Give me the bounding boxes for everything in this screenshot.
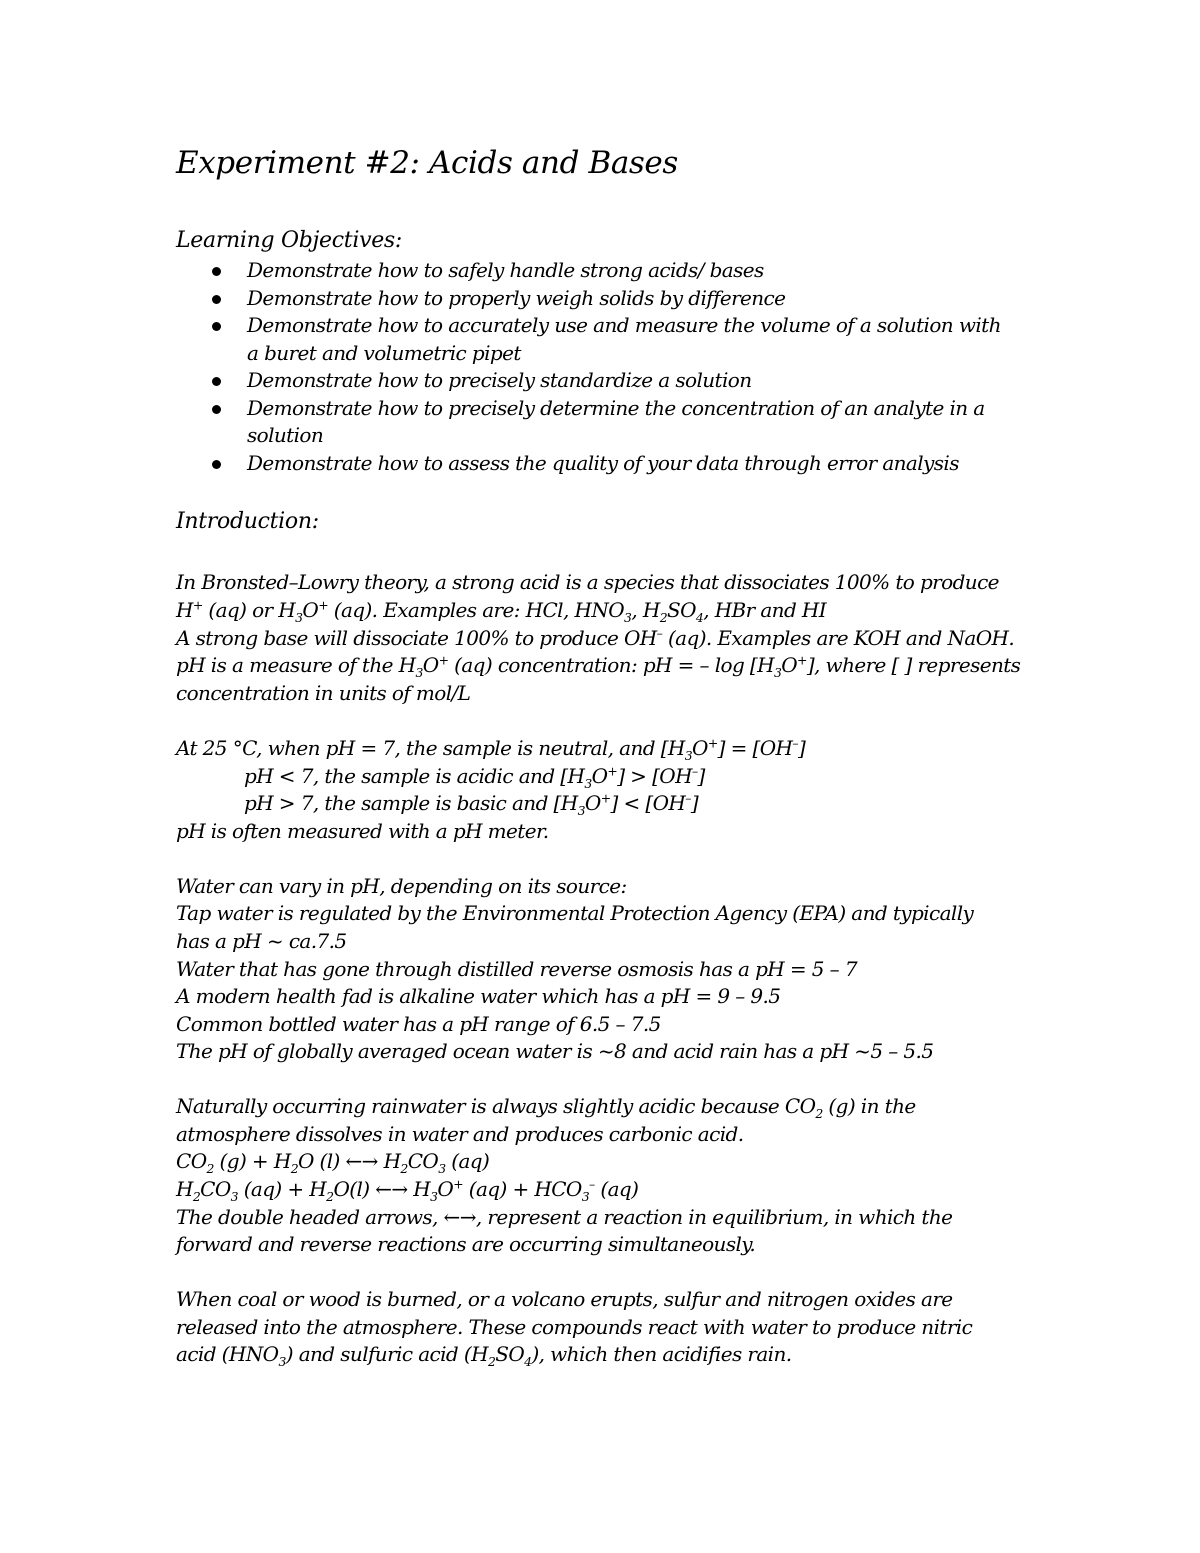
text-line: pH is often measured with a pH meter. [176, 819, 549, 843]
list-item: Demonstrate how to properly weigh solids by difference [247, 286, 786, 310]
list-item: Demonstrate how to precisely standardize a solution [247, 368, 752, 392]
text-line: Naturally occurring rainwater is always slightly acidic because $CO_2$ (g) in the [176, 1094, 916, 1121]
list-item: Demonstrate how to accurately use and measure the volume of a solution with [247, 313, 1001, 337]
text-line: Water can vary in pH, depending on its source: [176, 874, 627, 898]
bullet-icon [212, 405, 221, 414]
text-line: pH is a measure of the $H_3O^+$ (aq) concentration: pH = – $\log [H_3O^+]$, where [ ] represents [176, 652, 1021, 680]
text-line: pH > 7, the sample is basic and $[H_3O^+] < [OH^-]$ [244, 790, 699, 818]
list-item: Demonstrate how to safely handle strong acids/ bases [247, 258, 764, 282]
text-line: pH < 7, the sample is acidic and $[H_3O^+] > [OH^-]$ [244, 763, 705, 791]
text-line: atmosphere dissolves in water and produces carbonic acid. [176, 1122, 744, 1146]
text-line: Tap water is regulated by the Environmental Protection Agency (EPA) and typically [176, 901, 974, 925]
bullet-icon [212, 267, 221, 276]
text-line: Water that has gone through distilled reverse osmosis has a pH = 5 – 7 [176, 957, 857, 981]
text-line: released into the atmosphere. These compounds react with water to produce nitric [176, 1315, 973, 1339]
equation-line: $H_2CO_3$ $(aq) + H_2O(l)$ ←→ $H_3O^+$ $(aq) + HCO_3^-$ (aq) [176, 1176, 639, 1204]
text-line: The double headed arrows, ←→, represent a reaction in equilibrium, in which the [176, 1205, 953, 1229]
objectives-heading: Learning Objectives: [176, 228, 403, 253]
list-item-continuation: a buret and volumetric pipet [247, 341, 521, 365]
text-line: In Bronsted–Lowry theory, a strong acid is a species that dissociates 100% to produce [176, 570, 999, 594]
bullet-icon [212, 377, 221, 386]
text-line: A strong base will dissociate 100% to produce OH– (aq). Examples are KOH and NaOH. [176, 625, 1015, 650]
list-item: Demonstrate how to precisely determine the concentration of an analyte in a [247, 396, 985, 420]
bullet-icon [212, 295, 221, 304]
text-line: The pH of globally averaged ocean water is ~8 and acid rain has a pH ~5 – 5.5 [176, 1039, 934, 1063]
list-item: Demonstrate how to assess the quality of your data through error analysis [247, 451, 959, 475]
text-line: Common bottled water has a pH range of 6.5 – 7.5 [176, 1012, 661, 1036]
text-line: When coal or wood is burned, or a volcano erupts, sulfur and nitrogen oxides are [176, 1287, 953, 1311]
text-line: H+ (aq) or $H_3O^+$ (aq). Examples are: HCl, $HNO_3$, $H_2SO_4$, HBr and HI [176, 597, 827, 625]
text-line: At 25 °C, when pH = 7, the sample is neutral, and $[H_3O^+] = [OH^-]$ [176, 735, 806, 763]
text-line: has a pH ~ ca.7.5 [176, 929, 347, 953]
list-item-continuation: solution [247, 423, 324, 447]
introduction-heading: Introduction: [176, 509, 319, 534]
equation-line: $CO_2$ $(g) + H_2O$ (l) ←→ $H_2CO_3$ (aq) [176, 1149, 490, 1176]
text-line: forward and reverse reactions are occurring simultaneously. [176, 1232, 756, 1256]
text-line: A modern health fad is alkaline water which has a pH = 9 – 9.5 [176, 984, 781, 1008]
bullet-icon [212, 460, 221, 469]
page-title: Experiment #2: Acids and Bases [176, 145, 678, 181]
text-line: concentration in units of mol/L [176, 681, 471, 705]
text-line: acid $(HNO_3)$ and sulfuric acid $(H_2SO_4)$, which then acidifies rain. [176, 1342, 792, 1369]
bullet-icon [212, 322, 221, 331]
